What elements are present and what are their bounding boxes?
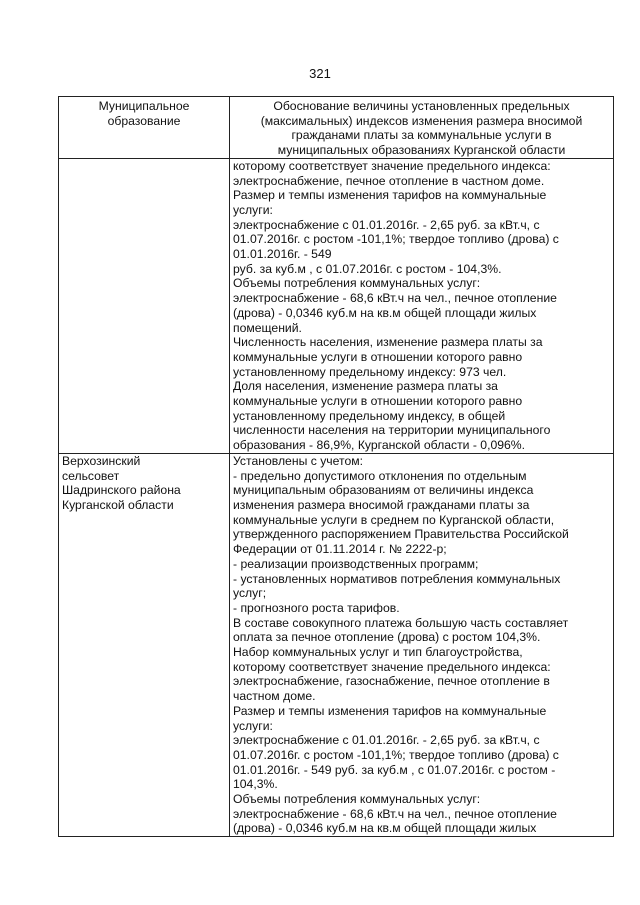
text-line: 104,3%. — [233, 777, 278, 792]
text-line: - реализации производственных программ; — [233, 556, 479, 571]
text-line: - предельно допустимого отклонения по отдельным — [233, 468, 527, 483]
text-line: утвержденного распоряжением Правительства Российской — [233, 527, 569, 542]
text-line: Верхозинский — [62, 453, 141, 468]
text-line: Курганской области — [62, 497, 174, 512]
text-line: В составе совокупного платежа большую часть составляет — [233, 615, 569, 630]
text-line: муниципальным образованиям от величины индекса — [233, 483, 534, 498]
text-line: численности населения на территории муниципального — [233, 423, 551, 438]
municipality-cell-empty — [59, 158, 230, 453]
text-line: которому соответствует значение предельного индекса: — [233, 659, 551, 674]
text-line: - установленных нормативов потребления коммунальных — [233, 571, 561, 586]
text-line: коммунальные услуги в отношении которого равно — [233, 394, 523, 409]
text-line: услуги: — [233, 718, 273, 733]
text-line: 01.07.2016г. с ростом -101,1%; твердое топливо (дрова) с — [233, 747, 559, 762]
header-justification — [230, 97, 614, 159]
justification-cell — [230, 453, 614, 836]
text-line: 01.07.2016г. с ростом -101,1%; твердое топливо (дрова) с — [233, 232, 559, 247]
text-line: услуги: — [233, 202, 273, 217]
text-line: 01.01.2016г. - 549 руб. за куб.м , с 01.07.2016г. с ростом - — [233, 762, 556, 777]
text-line: Размер и темпы изменения тарифов на коммунальные — [233, 188, 547, 203]
text-line: услуг; — [233, 586, 267, 601]
text-line: частном доме. — [233, 689, 316, 704]
text-line: коммунальные услуги в отношении которого равно — [233, 349, 523, 364]
text-line: установленному предельному индексу, в общей — [233, 408, 506, 423]
text-line: Шадринского района — [62, 483, 181, 498]
text-line: (дрова) - 0,0346 куб.м на кв.м общей площади жилых — [233, 821, 537, 836]
header-line: образование — [107, 113, 181, 128]
text-line: изменения размера вносимой гражданами платы за — [233, 497, 530, 512]
text-line: Установлены с учетом: — [233, 453, 363, 468]
text-line: оплата за печное отопление (дрова) с ростом 104,3%. — [233, 630, 541, 645]
text-line: Размер и темпы изменения тарифов на коммунальные — [233, 703, 547, 718]
table-header-row — [59, 97, 614, 159]
text-line: помещений. — [233, 320, 302, 335]
text-line: электроснабжение с 01.01.2016г. - 2,65 руб. за кВт.ч, с — [233, 733, 540, 748]
text-line: Объемы потребления коммунальных услуг: — [233, 276, 481, 291]
header-line: муниципальных образованиях Курганской области — [277, 143, 566, 158]
text-line: коммунальные услуги в среднем по Курганской области, — [233, 512, 555, 527]
municipal-index-table — [58, 96, 614, 837]
header-line: Муниципальное — [98, 99, 190, 113]
text-line: Объемы потребления коммунальных услуг: — [233, 792, 481, 807]
text-line: электроснабжение, газоснабжение, печное отопление в — [233, 674, 550, 689]
text-line: Набор коммунальных услуг и тип благоустройства, — [233, 645, 523, 660]
text-line: (дрова) - 0,0346 куб.м на кв.м общей площади жилых — [233, 305, 537, 320]
header-line: Обоснование величины установленных предельных — [273, 99, 570, 113]
text-line: электроснабжение с 01.01.2016г. - 2,65 руб. за кВт.ч, с — [233, 217, 540, 232]
text-line: которому соответствует значение предельного индекса: — [233, 158, 551, 173]
text-line: руб. за куб.м , с 01.07.2016г. с ростом - 104,3%. — [233, 261, 502, 276]
header-line: (максимальных) индексов изменения размера вносимой — [260, 113, 583, 128]
text-line: Доля населения, изменение размера платы за — [233, 379, 498, 394]
text-line: установленному предельному индексу: 973 чел. — [233, 364, 507, 379]
text-line: - прогнозного роста тарифов. — [233, 600, 400, 615]
text-line: Численность населения, изменение размера платы за — [233, 335, 543, 350]
table-row-continued — [59, 158, 614, 453]
page-number: 321 — [309, 66, 331, 81]
text-line: электроснабжение - 68,6 кВт.ч на чел., печное отопление — [233, 806, 557, 821]
text-line: 01.01.2016г. - 549 — [233, 247, 332, 262]
municipality-cell — [59, 453, 230, 836]
text-line: образования - 86,9%, Курганской области - 0,096%. — [233, 438, 526, 453]
text-line: электроснабжение - 68,6 кВт.ч на чел., печное отопление — [233, 291, 557, 306]
text-line: сельсовет — [62, 468, 120, 483]
text-line: Федерации от 01.11.2014 г. № 2222-р; — [233, 542, 447, 557]
text-line: электроснабжение, печное отопление в частном доме. — [233, 173, 545, 188]
header-line: гражданами платы за коммунальные услуги в — [291, 128, 552, 143]
table-row-verkhozinsky — [59, 453, 614, 836]
justification-cell — [230, 158, 614, 453]
header-municipality — [59, 97, 230, 159]
